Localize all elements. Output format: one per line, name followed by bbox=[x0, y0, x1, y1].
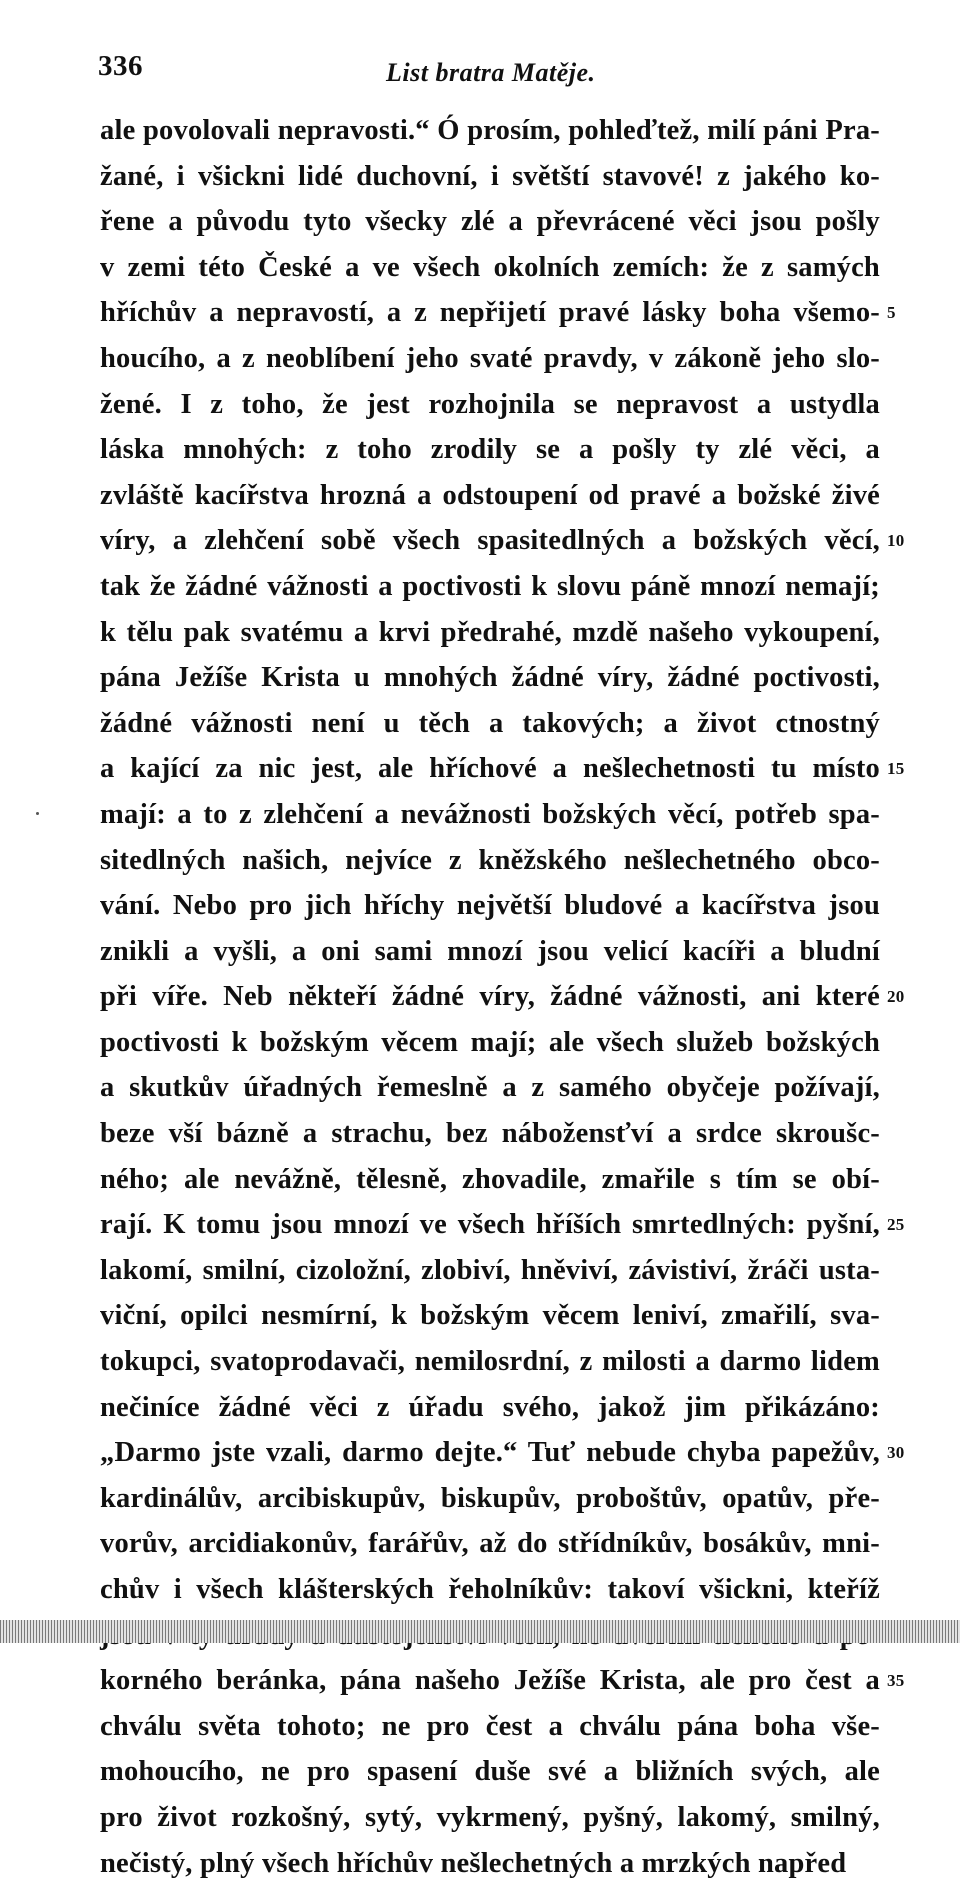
text-line bbox=[100, 792, 880, 838]
line-text: pána Ježíše Krista u mnohých žádné víry, žádné poctivosti, bbox=[100, 662, 880, 694]
text-line bbox=[100, 1385, 880, 1431]
line-text: chválu světa tohoto; ne pro čest a chválu pána boha vše- bbox=[100, 1710, 880, 1742]
line-text: viční, opilci nesmírní, k božským věcem leniví, zmařilí, sva- bbox=[100, 1300, 880, 1332]
line-text: řene a původu tyto všecky zlé a převrácené věci jsou pošly bbox=[100, 206, 880, 238]
text-line bbox=[100, 1476, 880, 1522]
line-text: kardinálův, arcibiskupův, biskupův, proboštův, opatův, pře- bbox=[100, 1482, 880, 1514]
line-number: 15 bbox=[887, 759, 905, 779]
line-text: poctivosti k božským věcem mají; ale všech služeb božských bbox=[100, 1026, 880, 1058]
text-line bbox=[100, 1841, 880, 1886]
text-line bbox=[100, 1567, 880, 1613]
page-header bbox=[98, 42, 878, 102]
text-line bbox=[100, 336, 880, 382]
text-line bbox=[100, 473, 880, 519]
line-text: vání. Nebo pro jich hříchy největší bludové a kacířstva jsou bbox=[100, 890, 880, 922]
text-line bbox=[100, 610, 880, 656]
text-line bbox=[100, 1749, 880, 1795]
line-text: zvláště kacířstva hrozná a odstoupení od pravé a božské živé bbox=[100, 479, 880, 511]
page-number: 336 bbox=[98, 50, 143, 82]
line-text: vorův, arcidiakonův, farářův, až do střídníkův, bosákův, mni- bbox=[100, 1528, 880, 1560]
text-line bbox=[100, 1339, 880, 1385]
line-text: ného; ale nevážně, tělesně, zhovadile, zmařile s tím se obí- bbox=[100, 1163, 880, 1195]
line-text: ale povolovali nepravosti.“ Ó prosím, pohleďtež, milí páni Pra- bbox=[100, 115, 880, 146]
line-text: tak že žádné vážnosti a poctivosti k slovu páně mnozí nemají; bbox=[100, 570, 880, 602]
line-text: nečistý, plný všech hříchův nešlechetných a mrzkých napřed bbox=[100, 1847, 847, 1879]
text-line bbox=[100, 108, 880, 154]
text-line bbox=[100, 1248, 880, 1294]
line-text: v zemi této České a ve všech okolních zemích: že z samých bbox=[100, 251, 880, 283]
text-line bbox=[100, 1704, 880, 1750]
text-line bbox=[100, 1157, 880, 1203]
line-text: rají. K tomu jsou mnozí ve všech hříších smrtedlných: pyšní, bbox=[100, 1209, 880, 1241]
line-text: žané, i všickni lidé duchovní, i světští stavové! z jakého ko- bbox=[100, 160, 880, 192]
text-line bbox=[100, 427, 880, 473]
line-text: víry, a zlehčení sobě všech spasitedlných a božských věcí, bbox=[100, 525, 880, 557]
text-line bbox=[100, 1658, 905, 1704]
line-text: k tělu pak svatému a krvi předrahé, mzdě našeho vykoupení, bbox=[100, 616, 880, 648]
line-text: hříchův a nepravostí, a z nepřijetí pravé lásky boha všemo- bbox=[100, 297, 880, 329]
scan-edge bbox=[0, 1620, 960, 1643]
line-text: lakomí, smilní, cizoložní, zlobiví, hněviví, závistiví, žráči usta- bbox=[100, 1254, 880, 1286]
line-text: a kající za nic jest, ale hříchové a nešlechetnosti tu místo bbox=[100, 753, 880, 785]
text-line bbox=[100, 974, 905, 1020]
text-line bbox=[100, 154, 880, 200]
line-number: 25 bbox=[887, 1215, 905, 1235]
line-text: žádné vážnosti není u těch a takových; a život ctnostný bbox=[100, 707, 880, 739]
text-line bbox=[100, 655, 880, 701]
line-text: „Darmo jste vzali, darmo dejte.“ Tuť nebude chyba papežův, bbox=[100, 1437, 880, 1469]
line-text: láska mnohých: z toho zrodily se a pošly ty zlé věci, a bbox=[100, 434, 880, 466]
line-number: 20 bbox=[887, 987, 905, 1007]
text-line bbox=[100, 1795, 880, 1841]
line-text: houcího, a z neoblíbení jeho svaté pravdy, v zákoně jeho slo- bbox=[100, 342, 880, 374]
text-line bbox=[100, 564, 880, 610]
text-line bbox=[100, 1065, 880, 1111]
line-text: žené. I z toho, že jest rozhojnila se nepravost a ustydla bbox=[100, 388, 880, 420]
line-text: pro život rozkošný, sytý, vykrmený, pyšný, lakomý, smilný, bbox=[100, 1801, 880, 1833]
text-line bbox=[100, 746, 905, 792]
line-number: 5 bbox=[887, 303, 896, 323]
line-text: znikli a vyšli, a oni sami mnozí jsou velicí kacíři a bludní bbox=[100, 935, 880, 967]
text-line bbox=[100, 929, 880, 975]
line-text: mohoucího, ne pro spasení duše své a bližních svých, ale bbox=[100, 1756, 880, 1788]
line-text: sitedlných našich, nejvíce z kněžského nešlechetného obco- bbox=[100, 844, 880, 876]
text-line bbox=[100, 1521, 880, 1567]
text-line bbox=[100, 701, 880, 747]
text-line bbox=[100, 1430, 905, 1476]
line-text: mají: a to z zlehčení a nevážnosti božských věcí, potřeb spa- bbox=[100, 798, 880, 830]
text-line bbox=[100, 1020, 880, 1066]
line-text: beze vší bázně a strachu, bez nábožensťví a srdce skroušc- bbox=[100, 1118, 880, 1150]
line-number: 10 bbox=[887, 531, 905, 551]
text-line bbox=[100, 518, 905, 564]
text-line bbox=[100, 199, 880, 245]
text-line bbox=[100, 1111, 880, 1157]
text-line bbox=[100, 1202, 905, 1248]
text-line bbox=[100, 838, 880, 884]
line-text: tokupci, svatoprodavači, nemilosrdní, z milosti a darmo lidem bbox=[100, 1346, 880, 1378]
running-title: List bratra Matěje. bbox=[386, 58, 596, 87]
print-speck bbox=[36, 812, 39, 815]
line-number: 30 bbox=[887, 1443, 905, 1463]
text-line bbox=[100, 245, 880, 291]
text-line bbox=[100, 382, 880, 428]
line-text: korného beránka, pána našeho Ježíše Krista, ale pro čest a bbox=[100, 1665, 880, 1697]
text-line bbox=[100, 883, 880, 929]
text-line bbox=[100, 290, 896, 336]
line-text: nečiníce žádné věci z úřadu svého, jakož jim přikázáno: bbox=[100, 1391, 880, 1423]
line-text: při víře. Neb někteří žádné víry, žádné vážnosti, ani které bbox=[100, 981, 880, 1013]
line-text: chův i všech klášterských řeholníkův: takoví všickni, kteříž bbox=[100, 1574, 880, 1605]
line-text: a skutkův úřadných řemeslně a z samého obyčeje požívají, bbox=[100, 1072, 880, 1104]
text-line bbox=[100, 1293, 880, 1339]
line-number: 35 bbox=[887, 1671, 905, 1691]
